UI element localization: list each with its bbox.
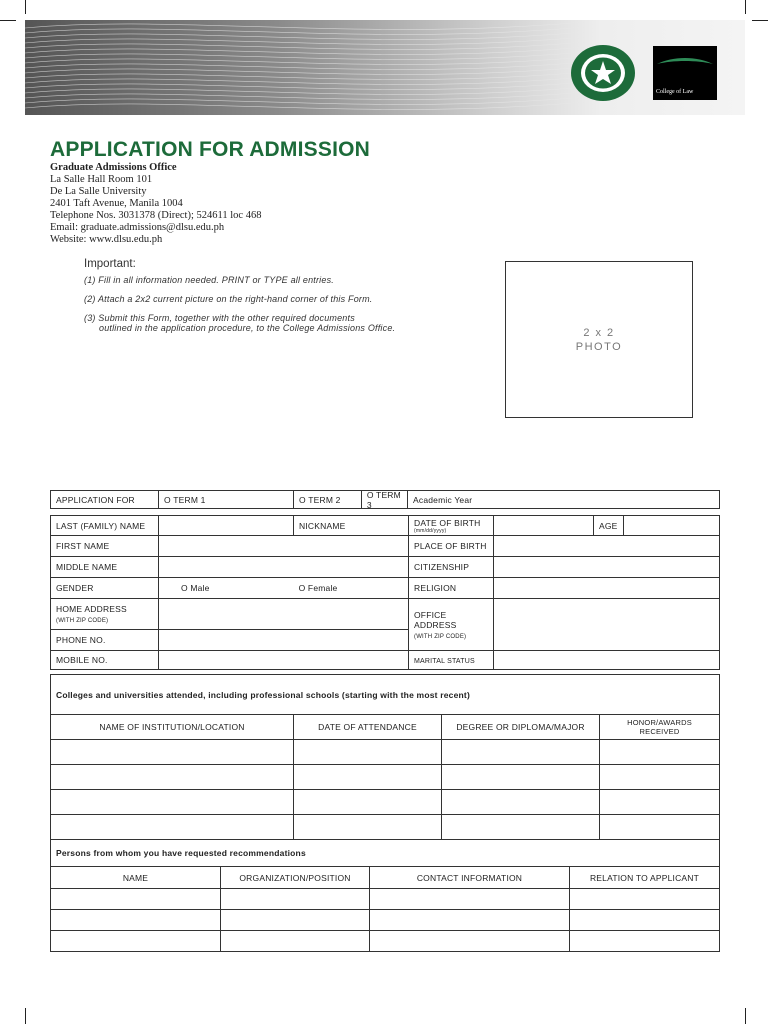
education-cell[interactable] [600, 815, 720, 840]
spacer-row [51, 509, 720, 516]
education-cell[interactable] [600, 790, 720, 815]
education-section-title: Colleges and universities attended, including professional schools (starting with the most recent) [51, 675, 720, 715]
photo-size-label: 2 x 2 [583, 327, 615, 339]
recommendation-cell[interactable] [221, 889, 370, 910]
office-address-input[interactable] [494, 599, 720, 651]
mobile-row [51, 651, 720, 670]
last-name-label: LAST (FAMILY) NAME [51, 516, 159, 536]
office-website: Website: www.dlsu.edu.ph [50, 234, 163, 245]
important-item: (1) Fill in all information needed. PRINT or TYPE all entries. [84, 275, 334, 285]
first-name-row [51, 536, 720, 557]
citizenship-label: CITIZENSHIP [409, 557, 494, 578]
education-cell[interactable] [51, 765, 294, 790]
middle-name-label: MIDDLE NAME [51, 557, 159, 578]
office-address-block [50, 162, 261, 246]
important-notes [84, 258, 395, 342]
college-logo-swoosh-icon [653, 46, 717, 76]
important-heading: Important: [84, 258, 136, 270]
crop-mark [0, 20, 16, 21]
application-for-row [51, 491, 720, 509]
recommendation-cell[interactable] [51, 931, 221, 952]
home-address-input[interactable] [159, 599, 409, 630]
recommendation-cell[interactable] [370, 931, 570, 952]
age-input[interactable] [624, 516, 720, 536]
photo-label [506, 326, 692, 354]
education-row [51, 790, 720, 815]
office-address-label-line1: OFFICE [414, 609, 447, 620]
education-table [50, 674, 720, 840]
important-item: (2) Attach a 2x2 current picture on the right-hand corner of this Form. [84, 294, 373, 304]
photo-text-label: PHOTO [575, 341, 623, 353]
first-name-label: FIRST NAME [51, 536, 159, 557]
home-zip-hint: (WITH ZIP CODE) [56, 618, 109, 624]
dob-input[interactable] [494, 516, 594, 536]
age-label: AGE [594, 516, 624, 536]
gender-female-option[interactable]: O Female [298, 583, 338, 593]
education-cell[interactable] [442, 815, 600, 840]
last-name-input[interactable] [159, 516, 294, 536]
important-item [84, 313, 395, 333]
office-address-label [409, 599, 494, 651]
personal-info-table [50, 490, 720, 670]
recommendation-cell[interactable] [570, 931, 720, 952]
recommendation-row [51, 889, 720, 910]
education-cell[interactable] [51, 815, 294, 840]
nickname-label: NICKNAME [294, 516, 409, 536]
office-phone: Telephone Nos. 3031378 (Direct); 524611 loc 468 [50, 210, 262, 221]
place-of-birth-label: PLACE OF BIRTH [409, 536, 494, 557]
recommendations-table [50, 839, 720, 952]
last-name-row [51, 516, 720, 536]
office-zip-hint: (WITH ZIP CODE) [414, 633, 467, 640]
recommendation-cell[interactable] [570, 889, 720, 910]
home-address-label [51, 599, 159, 630]
office-line: De La Salle University [50, 186, 147, 197]
term3-label: O TERM 3 [366, 490, 401, 509]
office-address-label-line2: ADDRESS [414, 619, 457, 630]
marital-status-text: MARITAL STATUS [414, 658, 475, 665]
citizenship-input[interactable] [494, 557, 720, 578]
crop-mark [745, 0, 746, 14]
education-cell[interactable] [294, 765, 442, 790]
education-cell[interactable] [600, 740, 720, 765]
crop-mark [752, 20, 768, 21]
first-name-input[interactable] [159, 536, 409, 557]
recommendations-col-organization: ORGANIZATION/POSITION [221, 867, 370, 889]
mobile-input[interactable] [159, 651, 409, 670]
education-cell[interactable] [294, 740, 442, 765]
crop-mark [25, 1008, 26, 1024]
recommendation-cell[interactable] [570, 910, 720, 931]
middle-name-row [51, 557, 720, 578]
term2-label: O TERM 2 [294, 491, 362, 508]
education-row [51, 740, 720, 765]
education-cell[interactable] [51, 790, 294, 815]
college-of-law-logo [653, 46, 717, 100]
recommendations-section-title: Persons from whom you have requested recommendations [51, 840, 720, 867]
phone-input[interactable] [159, 630, 409, 651]
office-line: 2401 Taft Avenue, Manila 1004 [50, 198, 183, 209]
recommendations-section-header [51, 840, 720, 867]
place-of-birth-input[interactable] [494, 536, 720, 557]
mobile-label: MOBILE NO. [51, 651, 159, 670]
education-section-header [51, 675, 720, 715]
middle-name-input[interactable] [159, 557, 409, 578]
gender-label: GENDER [51, 578, 159, 599]
dob-label-text: DATE OF BIRTH [414, 517, 481, 528]
education-cell[interactable] [442, 765, 600, 790]
education-col-honors: HONOR/AWARDS RECEIVED [600, 715, 720, 740]
office-name: Graduate Admissions Office [50, 162, 177, 173]
dob-label [409, 516, 494, 536]
gender-male-option[interactable]: O Male [181, 583, 210, 593]
banner-wave-pattern [25, 20, 745, 115]
education-header-row [51, 715, 720, 740]
home-address-label-text: HOME ADDRESS [56, 604, 127, 614]
academic-year-field[interactable]: Academic Year [408, 491, 720, 509]
college-logo-label: College of Law [656, 89, 694, 95]
religion-label: RELIGION [409, 578, 494, 599]
recommendation-row [51, 931, 720, 952]
education-row [51, 815, 720, 840]
education-cell[interactable] [294, 790, 442, 815]
office-line: La Salle Hall Room 101 [50, 174, 153, 185]
important-item-line: outlined in the application procedure, to the College Admissions Office. [99, 323, 396, 333]
important-item-line: (3) Submit this Form, together with the other required documents [84, 313, 355, 323]
office-email: Email: graduate.admissions@dlsu.edu.ph [50, 222, 225, 233]
education-cell[interactable] [51, 740, 294, 765]
recommendations-header-row [51, 867, 720, 889]
recommendations-col-name: NAME [51, 867, 221, 889]
recommendation-cell[interactable] [221, 931, 370, 952]
page-title: APPLICATION FOR ADMISSION [50, 138, 370, 161]
recommendation-row [51, 910, 720, 931]
term1-option[interactable]: O TERM 1 [159, 491, 294, 509]
education-cell[interactable] [442, 790, 600, 815]
header-banner [25, 20, 745, 115]
dlsu-seal-icon [570, 44, 636, 102]
education-col-institution: NAME OF INSTITUTION/LOCATION [51, 715, 294, 740]
recommendation-cell[interactable] [51, 910, 221, 931]
education-col-dates: DATE OF ATTENDANCE [294, 715, 442, 740]
recommendations-col-contact: CONTACT INFORMATION [370, 867, 570, 889]
recommendation-cell[interactable] [370, 910, 570, 931]
address-row [51, 599, 720, 630]
recommendation-cell[interactable] [221, 910, 370, 931]
recommendation-cell[interactable] [370, 889, 570, 910]
phone-label: PHONE NO. [51, 630, 159, 651]
education-cell[interactable] [294, 815, 442, 840]
religion-input[interactable] [494, 578, 720, 599]
gender-row [51, 578, 720, 599]
marital-status-label [409, 651, 494, 670]
recommendations-col-relation: RELATION TO APPLICANT [570, 867, 720, 889]
crop-mark [745, 1008, 746, 1024]
education-cell[interactable] [442, 740, 600, 765]
education-col-degree: DEGREE OR DIPLOMA/MAJOR [442, 715, 600, 740]
application-for-label: APPLICATION FOR [51, 491, 159, 509]
education-cell[interactable] [600, 765, 720, 790]
marital-status-input[interactable] [494, 651, 720, 670]
education-row [51, 765, 720, 790]
term2-option[interactable] [294, 491, 408, 509]
recommendation-cell[interactable] [51, 889, 221, 910]
gender-options [159, 578, 409, 599]
dob-format-hint: (mm/dd/yyyy) [414, 527, 447, 534]
photo-box[interactable] [505, 261, 693, 418]
crop-mark [25, 0, 26, 14]
